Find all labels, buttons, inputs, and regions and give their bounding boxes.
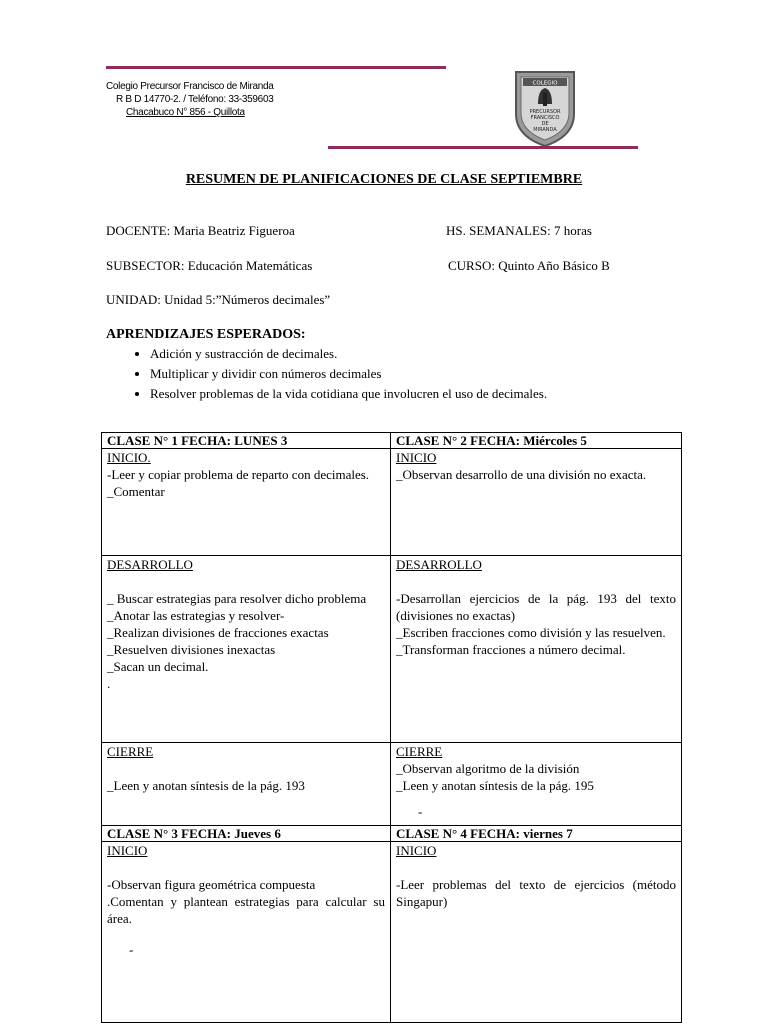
class2-desarrollo-line: _Escriben fracciones como división y las resuelven. xyxy=(396,625,666,640)
class1-desarrollo-line: _Anotar las estrategias y resolver- xyxy=(107,608,285,623)
class2-cierre-label: CIERRE xyxy=(396,744,443,759)
class2-inicio-cell xyxy=(391,449,682,556)
aprendizaje-item: • Adición y sustracción de decimales. xyxy=(150,344,547,364)
crest-word-2: FRANCISCO xyxy=(530,115,560,121)
class2-desarrollo-cell xyxy=(391,556,682,743)
class1-header: CLASE N° 1 FECHA: LUNES 3 xyxy=(102,433,391,449)
school-crest-logo xyxy=(512,68,578,148)
aprendizaje-item: • Resolver problemas de la vida cotidiana que involucren el uso de decimales. xyxy=(150,384,547,404)
school-address: Chacabuco N° 856 - Quillota xyxy=(126,107,245,118)
header-rule-bottom xyxy=(328,146,638,149)
class2-cierre-line: _Observan algoritmo de la división xyxy=(396,761,580,776)
school-info xyxy=(106,80,274,119)
class1-inicio-cell xyxy=(102,449,391,556)
class1-desarrollo-line: _Resuelven divisiones inexactas xyxy=(107,642,276,657)
docente-field: DOCENTE: Maria Beatriz Figueroa xyxy=(106,223,295,238)
class1-cierre-cell xyxy=(102,743,391,826)
table-row-desarrollo xyxy=(102,556,682,743)
class1-desarrollo-line: _ Buscar estrategias para resolver dicho problema xyxy=(107,591,367,606)
class1-desarrollo-line: _Sacan un decimal. xyxy=(107,659,209,674)
crest-word-1: PRECURSOR xyxy=(529,109,561,115)
class2-cierre-line: - xyxy=(418,804,423,819)
class1-inicio-label: INICIO. xyxy=(107,450,151,465)
crest-word-3: DE xyxy=(541,121,549,127)
spacer xyxy=(107,760,385,777)
class1-desarrollo-cell xyxy=(102,556,391,743)
table-header-row xyxy=(102,826,682,842)
aprendizajes-title: APRENDIZAJES ESPERADOS: xyxy=(106,327,306,342)
class4-header: CLASE N° 4 FECHA: viernes 7 xyxy=(391,826,682,842)
spacer xyxy=(396,859,676,876)
class3-inicio-line: -Observan figura geométrica compuesta xyxy=(107,877,316,892)
class3-header: CLASE N° 3 FECHA: Jueves 6 xyxy=(102,826,391,842)
class4-inicio-label: INICIO xyxy=(396,843,437,858)
aprendizajes-list xyxy=(110,344,547,404)
table-header-row xyxy=(102,433,682,449)
class4-inicio-line: -Leer problemas del texto de ejercicios (método Singapur) xyxy=(396,877,676,909)
table-row-inicio xyxy=(102,449,682,556)
class3-inicio-cell xyxy=(102,842,391,1023)
class2-header: CLASE N° 2 FECHA: Miércoles 5 xyxy=(391,433,682,449)
header-rule-top xyxy=(106,66,446,69)
school-name: Colegio Precursor Francisco de Miranda xyxy=(106,81,274,92)
spacer xyxy=(107,573,385,590)
class2-desarrollo-line: -Desarrollan ejercicios de la pág. 193 del texto (divisiones no exactas) xyxy=(396,591,676,623)
curso-field: CURSO: Quinto Año Básico B xyxy=(448,258,610,273)
class1-desarrollo-line: _Realizan divisiones de fracciones exactas xyxy=(107,625,329,640)
class2-desarrollo-label: DESARROLLO xyxy=(396,557,482,572)
page-title: RESUMEN DE PLANIFICACIONES DE CLASE SEPTIEMBRE xyxy=(185,172,583,187)
aprendizaje-item: • Multiplicar y dividir con números decimales xyxy=(150,364,547,384)
spacer xyxy=(396,573,676,590)
class1-desarrollo-label: DESARROLLO xyxy=(107,557,193,572)
hs-semanales-field: HS. SEMANALES: 7 horas xyxy=(446,223,592,238)
class1-desarrollo-line: . xyxy=(107,676,111,691)
class1-cierre-label: CIERRE xyxy=(107,744,154,759)
class3-inicio-line: .Comentan y plantean estrategias para calcular su área. xyxy=(107,894,385,926)
class2-desarrollo-line: _Transforman fracciones a número decimal. xyxy=(396,642,626,657)
school-rbd-phone: R B D 14770-2. / Teléfono: 33-359603 xyxy=(116,94,274,105)
class2-inicio-line: _Observan desarrollo de una división no exacta. xyxy=(396,467,647,482)
class4-inicio-cell xyxy=(391,842,682,1023)
crest-word-0: COLEGIO xyxy=(532,80,558,87)
table-row-cierre xyxy=(102,743,682,826)
class3-inicio-line: - xyxy=(129,942,134,957)
unidad-field: UNIDAD: Unidad 5:”Números decimales” xyxy=(106,292,331,307)
class2-inicio-label: INICIO xyxy=(396,450,437,465)
table-row-inicio xyxy=(102,842,682,1023)
class1-inicio-line: _Comentar xyxy=(107,484,165,499)
planning-table xyxy=(101,432,682,1023)
class3-inicio-label: INICIO xyxy=(107,843,148,858)
class1-inicio-line: -Leer y copiar problema de reparto con decimales. xyxy=(107,467,370,482)
class1-cierre-line: _Leen y anotan síntesis de la pág. 193 xyxy=(107,778,305,793)
class2-cierre-line: _Leen y anotan síntesis de la pág. 195 xyxy=(396,778,594,793)
class2-cierre-cell xyxy=(391,743,682,826)
subsector-field: SUBSECTOR: Educación Matemáticas xyxy=(106,258,313,273)
spacer xyxy=(107,859,385,876)
crest-word-4: MIRANDA xyxy=(533,127,557,133)
